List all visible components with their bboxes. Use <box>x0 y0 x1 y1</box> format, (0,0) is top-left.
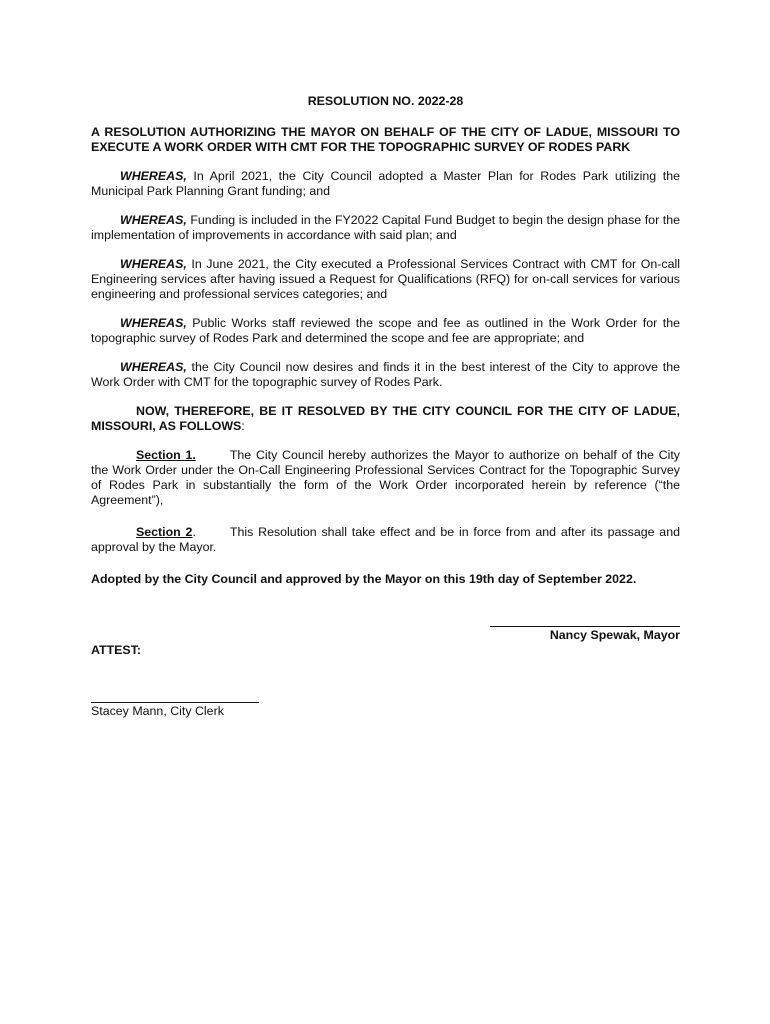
whereas-lead: WHEREAS, <box>120 257 187 271</box>
mayor-name: Nancy Spewak, Mayor <box>549 628 680 642</box>
whereas-text: Public Works staff reviewed the scope and fee as outlined in the Work Order for the topographic survey of Rodes Park and determined the scope and fee are appropriate; and <box>91 316 680 345</box>
mayor-signature-block <box>490 614 680 643</box>
resolved-text: NOW, THEREFORE, BE IT RESOLVED BY THE CITY COUNCIL FOR THE CITY OF LADUE, MISSOURI, AS FOLLOWS <box>91 404 680 433</box>
section-1-label: Section 1. <box>136 448 196 462</box>
document-body <box>91 94 680 587</box>
clerk-signature-block <box>91 690 259 719</box>
resolution-title: RESOLUTION NO. 2022-28 <box>307 94 464 108</box>
section-2-dot: . <box>192 525 196 539</box>
whereas-text: In June 2021, the City executed a Professional Services Contract with CMT for On-call Engineering services after having issued a Request for Qualifications (RFQ) for on-call services for various engineering and professional services categories; and <box>91 257 680 301</box>
whereas-lead: WHEREAS, <box>120 316 187 330</box>
resolved-clause <box>91 404 680 434</box>
resolved-colon: : <box>241 419 245 433</box>
resolution-heading: A RESOLUTION AUTHORIZING THE MAYOR ON BEHALF OF THE CITY OF LADUE, MISSOURI TO EXECUTE A WORK ORDER WITH CMT FOR THE TOPOGRAPHIC SURVEY OF RODES PARK <box>91 125 680 154</box>
whereas-lead: WHEREAS, <box>120 360 187 374</box>
adoption-statement: Adopted by the City Council and approved by the Mayor on this 19th day of September 2022. <box>91 572 637 586</box>
whereas-clause-4 <box>91 316 680 346</box>
section-2 <box>91 525 680 555</box>
clerk-signature-line <box>91 690 259 703</box>
section-2-text: This Resolution shall take effect and be in force from and after its passage and approval by the Mayor. <box>91 525 680 554</box>
section-2-label: Section 2 <box>136 525 193 539</box>
mayor-signature-line <box>490 614 680 627</box>
whereas-clause-1 <box>91 169 680 199</box>
whereas-clause-2 <box>91 213 680 243</box>
whereas-text: In April 2021, the City Council adopted a Master Plan for Rodes Park utilizing the Municipal Park Planning Grant funding; and <box>91 169 680 198</box>
whereas-lead: WHEREAS, <box>120 213 187 227</box>
attest-label: ATTEST: <box>91 643 142 657</box>
whereas-clause-5 <box>91 360 680 390</box>
whereas-text: the City Council now desires and finds it in the best interest of the City to approve the Work Order with CMT for the topographic survey of Rodes Park. <box>91 360 680 389</box>
clerk-name: Stacey Mann, City Clerk <box>91 704 224 718</box>
whereas-clause-3 <box>91 257 680 302</box>
whereas-lead: WHEREAS, <box>120 169 187 183</box>
whereas-text: Funding is included in the FY2022 Capital Fund Budget to begin the design phase for the implementation of improvements in accordance with said plan; and <box>91 213 680 242</box>
section-1 <box>91 448 680 508</box>
section-1-text: The City Council hereby authorizes the Mayor to authorize on behalf of the City the Work Order under the On-Call Engineering Professional Services Contract for the Topographic Survey of Rodes Park in substantially the form of the Work Order incorporated herein by reference (“the Agreement”), <box>91 448 681 507</box>
